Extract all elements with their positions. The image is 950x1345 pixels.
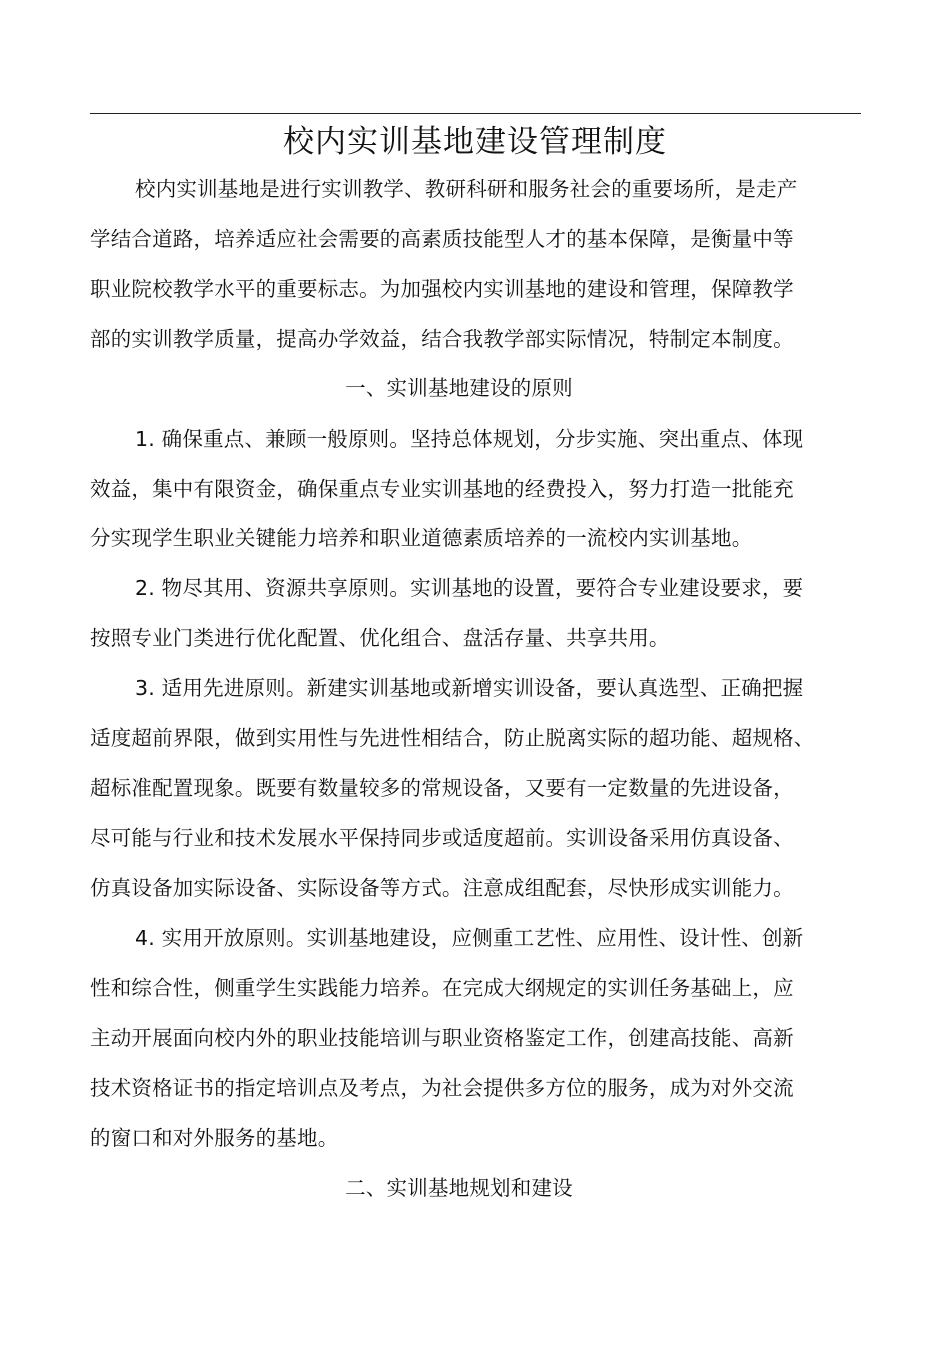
paragraph-line: 职业院校教学水平的重要标志。为加强校内实训基地的建设和管理，保障教学 xyxy=(90,277,794,301)
paragraph-line: 适度超前界限，做到实用性与先进性相结合，防止脱离实际的超功能、超规格、 xyxy=(90,726,815,750)
paragraph-line: 1. 确保重点、兼顾一般原则。坚持总体规划，分步实施、突出重点、体现 xyxy=(135,427,804,451)
paragraph-line: 效益，集中有限资金，确保重点专业实训基地的经费投入，努力打造一批能充 xyxy=(90,477,794,501)
paragraph-line: 性和综合性，侧重学生实践能力培养。在完成大纲规定的实训任务基础上，应 xyxy=(90,976,794,1000)
paragraph-line: 校内实训基地是进行实训教学、教研科研和服务社会的重要场所，是走产 xyxy=(135,177,798,201)
paragraph-line: 学结合道路，培养适应社会需要的高素质技能型人才的基本保障，是衡量中等 xyxy=(90,227,794,251)
paragraph-line: 主动开展面向校内外的职业技能培训与职业资格鉴定工作，创建高技能、高新 xyxy=(90,1026,794,1050)
paragraph-line: 部的实训教学质量，提高办学效益，结合我教学部实际情况，特制定本制度。 xyxy=(90,327,794,351)
paragraph-line: 按照专业门类进行优化配置、优化组合、盘活存量、共享共用。 xyxy=(90,626,670,650)
section-heading: 一、实训基地建设的原则 xyxy=(345,376,573,400)
paragraph-line: 的窗口和对外服务的基地。 xyxy=(90,1126,339,1150)
paragraph-line: 仿真设备加实际设备、实际设备等方式。注意成组配套，尽快形成实训能力。 xyxy=(90,876,794,900)
document-title: 校内实训基地建设管理制度 xyxy=(283,124,667,160)
paragraph-line: 技术资格证书的指定培训点及考点，为社会提供多方位的服务，成为对外交流 xyxy=(90,1076,794,1100)
section-heading: 二、实训基地规划和建设 xyxy=(345,1176,573,1200)
paragraph-line: 3. 适用先进原则。新建实训基地或新增实训设备，要认真选型、正确把握 xyxy=(135,676,804,700)
header-rule xyxy=(90,113,861,114)
paragraph-line: 尽可能与行业和技术发展水平保持同步或适度超前。实训设备采用仿真设备、 xyxy=(90,826,794,850)
paragraph-line: 4. 实用开放原则。实训基地建设，应侧重工艺性、应用性、设计性、创新 xyxy=(135,926,804,950)
paragraph-line: 超标准配置现象。既要有数量较多的常规设备，又要有一定数量的先进设备， xyxy=(90,776,794,800)
paragraph-line: 分实现学生职业关键能力培养和职业道德素质培养的一流校内实训基地。 xyxy=(90,526,753,550)
paragraph-line: 2. 物尽其用、资源共享原则。实训基地的设置，要符合专业建设要求，要 xyxy=(135,576,804,600)
